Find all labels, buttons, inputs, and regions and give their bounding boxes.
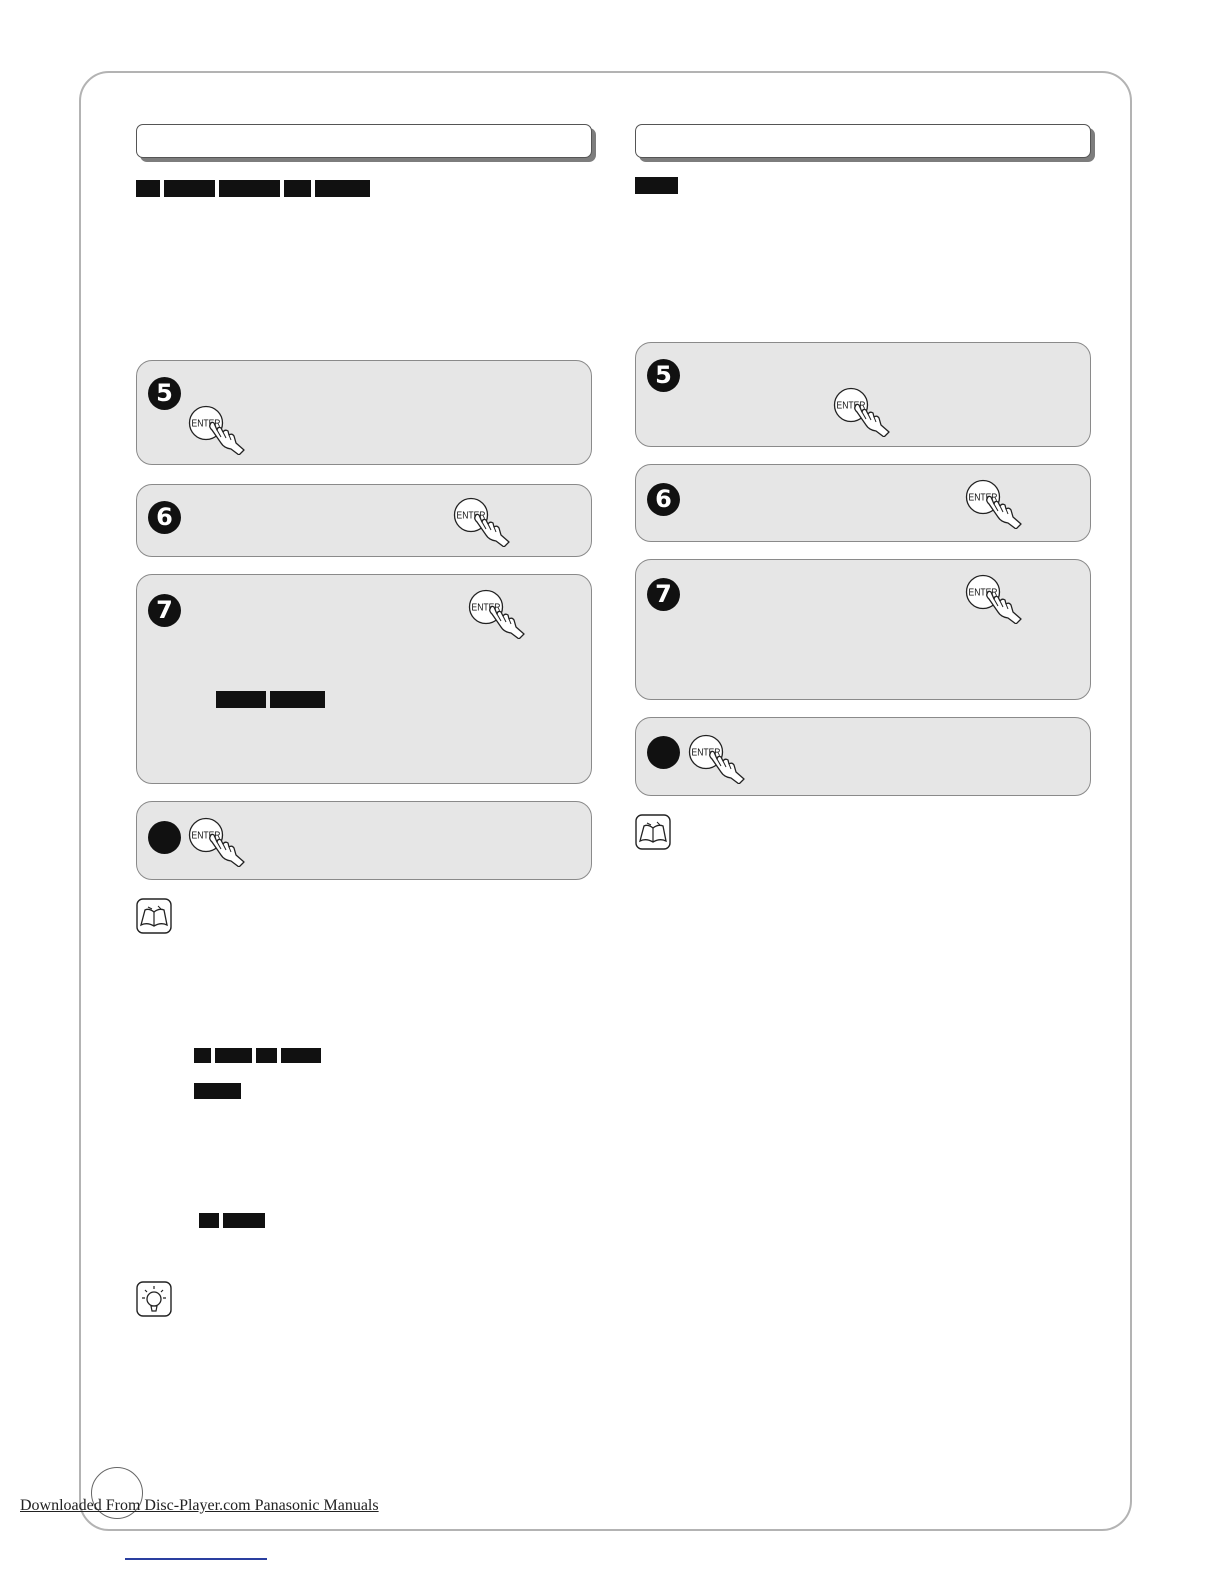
step-number-5: 5 bbox=[148, 377, 181, 410]
right-step-7-box bbox=[635, 559, 1091, 700]
disc-tag bbox=[216, 691, 266, 708]
disc-tag bbox=[270, 691, 325, 708]
step-number-6: 6 bbox=[148, 501, 181, 534]
disc-tag bbox=[136, 180, 160, 197]
right-section-title-bar bbox=[635, 124, 1091, 158]
step-number-7: 7 bbox=[148, 594, 181, 627]
step-number-8 bbox=[647, 736, 680, 769]
enter-button-icon bbox=[833, 387, 899, 437]
disc-tag bbox=[164, 180, 215, 197]
note-disc-tags-2 bbox=[194, 1083, 241, 1099]
enter-button-icon bbox=[965, 574, 1031, 624]
step-number-8 bbox=[148, 821, 181, 854]
disc-tag bbox=[219, 180, 280, 197]
step-7-disc-tags bbox=[216, 691, 325, 708]
enter-button-icon bbox=[188, 817, 254, 867]
right-step-8-box bbox=[635, 717, 1091, 796]
right-disc-tags bbox=[635, 177, 678, 194]
left-disc-tags bbox=[136, 180, 370, 197]
disc-tag bbox=[223, 1213, 265, 1228]
disc-tag bbox=[315, 180, 370, 197]
disc-tag bbox=[194, 1083, 241, 1099]
download-source-link[interactable]: Downloaded From Disc-Player.com Panasonic Manuals bbox=[20, 1497, 379, 1514]
left-step-6-box bbox=[136, 484, 592, 557]
disc-tag bbox=[256, 1048, 277, 1063]
disc-tag bbox=[635, 177, 678, 194]
left-step-8-box bbox=[136, 801, 592, 880]
bottom-link-underline[interactable] bbox=[125, 1558, 267, 1560]
disc-tag bbox=[194, 1048, 211, 1063]
left-step-7-box bbox=[136, 574, 592, 784]
enter-button-icon bbox=[188, 405, 254, 455]
step-number-7: 7 bbox=[647, 578, 680, 611]
enter-button-icon bbox=[453, 497, 519, 547]
note-book-icon bbox=[136, 898, 172, 934]
disc-tag bbox=[281, 1048, 321, 1063]
right-step-5-box bbox=[635, 342, 1091, 447]
note-book-icon bbox=[635, 814, 671, 850]
note-disc-tags-3 bbox=[199, 1213, 265, 1228]
tip-lightbulb-icon bbox=[136, 1281, 172, 1317]
enter-button-icon bbox=[688, 734, 754, 784]
left-section-title-bar bbox=[136, 124, 592, 158]
note-disc-tags-1 bbox=[194, 1048, 321, 1063]
disc-tag bbox=[199, 1213, 219, 1228]
disc-tag bbox=[215, 1048, 252, 1063]
enter-button-icon bbox=[965, 479, 1031, 529]
right-step-6-box bbox=[635, 464, 1091, 542]
step-number-6: 6 bbox=[647, 483, 680, 516]
enter-button-icon bbox=[468, 589, 534, 639]
disc-tag bbox=[284, 180, 311, 197]
step-number-5: 5 bbox=[647, 359, 680, 392]
left-step-5-box bbox=[136, 360, 592, 465]
